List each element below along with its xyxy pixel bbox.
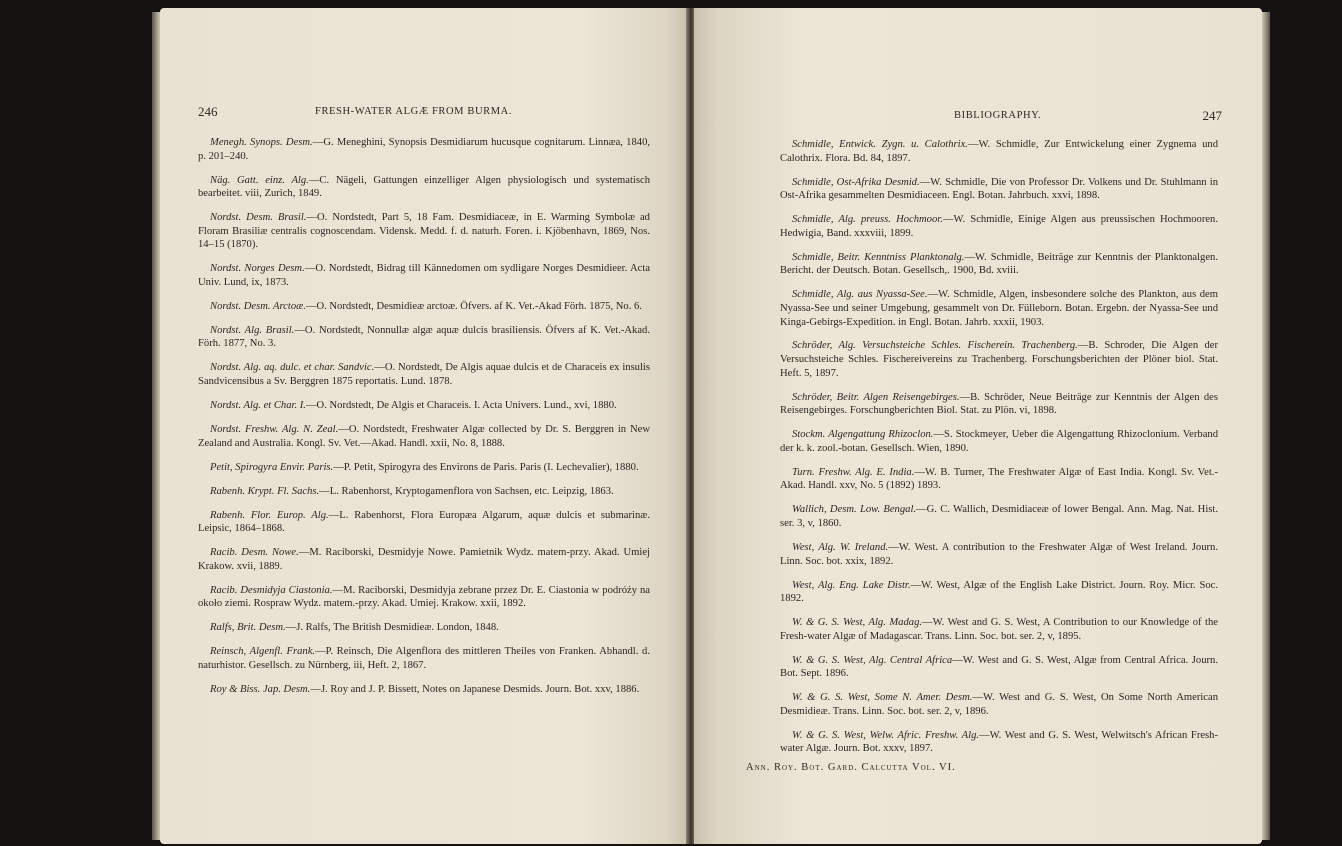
page-number: 246	[198, 104, 218, 119]
entry-abbreviation: Rabenh. Flor. Europ. Alg.	[210, 509, 329, 521]
bibliography-entry	[780, 579, 1218, 606]
bibliography-entry	[198, 509, 650, 536]
entry-abbreviation: W. & G. S. West, Welw. Afric. Freshw. Alg.	[792, 729, 980, 741]
entry-citation: —J. Roy and J. P. Bissett, Notes on Japanese Desmids. Journ. Bot. xxv, 1886.	[310, 683, 640, 695]
bibliography-entry	[780, 213, 1218, 240]
bibliography-entry	[780, 428, 1218, 455]
right-page	[694, 8, 1262, 844]
bibliography-entry	[780, 339, 1218, 380]
bibliography-entry	[198, 461, 650, 475]
entry-abbreviation: Rabenh. Krypt. Fl. Sachs.	[210, 485, 320, 497]
bibliography-entry	[198, 485, 650, 499]
entry-citation: —P. Reinsch, Die Algenflora des mittleren Theiles von Franken. Abhandl. d. naturhistor. Gesellsch. zu Nürnberg, iii, Heft. 2, 1867.	[198, 646, 650, 671]
entry-abbreviation: West, Alg. Eng. Lake Distr.	[792, 579, 911, 591]
entry-citation: —L. Rabenhorst, Flora Europæa Algarum, aquæ dulcis et submarinæ. Leipsic, 1864–1868.	[198, 509, 650, 535]
entry-abbreviation: W. & G. S. West, Alg. Central Africa	[792, 654, 953, 666]
entry-abbreviation: Näg. Gatt. einz. Alg.	[210, 174, 309, 186]
bibliography-entry	[780, 176, 1218, 203]
bibliography-entry	[198, 300, 650, 314]
bibliography-entry	[198, 584, 650, 611]
entry-citation: —C. Nägeli, Gattungen einzelliger Algen physiologisch und systematisch bearbeitet. viii, Zurich, 1849.	[198, 174, 650, 200]
entry-abbreviation: Nordst. Desm. Brasil.	[210, 212, 307, 224]
bibliography-entry	[198, 621, 650, 635]
bibliography-list	[198, 136, 650, 707]
entry-abbreviation: Ralfs, Brit. Desm.	[210, 622, 286, 634]
entry-abbreviation: Racib. Desmidyja Ciastonia.	[210, 584, 333, 596]
entry-citation: —B. Schröder, Neue Beiträge zur Kenntnis der Algen des Reisengebirges. Forschungberichten Biol. Stat. zu Plön. vi, 1898.	[780, 391, 1218, 417]
bibliography-entry	[198, 262, 650, 289]
entry-citation: —O. Nordstedt, Part 5, 18 Fam. Desmidiaceæ, in E. Warming Symbolæ ad Floram Brasiliæ centralis cognoscendam. Vidensk. Medd. f. d. naturh. Foren. i. Kjöbenhavn, 1869, Nos. 14–15 (1870).	[198, 212, 650, 251]
page-footer: Ann. Roy. Bot. Gard. Calcutta Vol. VI.	[746, 762, 956, 773]
entry-abbreviation: W. & G. S. West, Some N. Amer. Desm.	[792, 692, 973, 704]
left-page	[160, 8, 688, 844]
bibliography-entry	[780, 691, 1218, 718]
bibliography-entry	[780, 729, 1218, 756]
entry-abbreviation: Reinsch, Algenfl. Frank.	[210, 646, 316, 658]
entry-citation: —P. Petit, Spirogyra des Environs de Paris. Paris (I. Lechevalier), 1880.	[333, 461, 639, 473]
bibliography-list	[780, 138, 1218, 766]
left-page-edge	[152, 12, 160, 840]
entry-abbreviation: Turn. Freshw. Alg. E. India.	[792, 466, 915, 478]
bibliography-entry	[780, 654, 1218, 681]
entry-citation: —W. Schmidle, Die von Professor Dr. Volkens und Dr. Stuhlmann in Ost-Afrika gesammelten Desmidiaceen. Engl. Botan. Jahrbuch. xxvi, 1898.	[780, 176, 1219, 202]
entry-abbreviation: Nordst. Desm. Arctoæ.	[210, 300, 306, 312]
bibliography-entry	[780, 288, 1218, 329]
entry-abbreviation: West, Alg. W. Ireland.	[792, 541, 889, 553]
entry-abbreviation: Nordst. Alg. aq. dulc. et char. Sandvic.	[210, 362, 375, 374]
entry-citation: —W. West and G. S. West, On Some North American Desmidieæ. Trans. Linn. Soc. bot. ser. 2, v, 1896.	[780, 692, 1218, 717]
entry-abbreviation: Schröder, Alg. Versuchsteiche Schles. Fischerein. Trachenberg.	[792, 340, 1078, 352]
bibliography-entry	[198, 211, 650, 252]
entry-abbreviation: Racib. Desm. Nowe.	[210, 547, 299, 559]
entry-citation: —L. Rabenhorst, Kryptogamenflora von Sachsen, etc. Leipzig, 1863.	[319, 485, 614, 497]
page-number: 247	[1202, 108, 1222, 123]
entry-abbreviation: Stockm. Algengattung Rhizoclon.	[792, 429, 934, 441]
entry-abbreviation: Schmidle, Beitr. Kenntniss Planktonalg.	[792, 251, 965, 263]
entry-citation: —O. Nordstedt, Desmidieæ arctoæ. Öfvers. af K. Vet.-Akad Förh. 1875, No. 6.	[305, 300, 642, 312]
entry-abbreviation: Schmidle, Alg. preuss. Hochmoor.	[792, 214, 943, 226]
bibliography-entry	[780, 466, 1218, 493]
bibliography-entry	[198, 399, 650, 413]
bibliography-entry	[198, 423, 650, 450]
entry-abbreviation: Petit, Spirogyra Envir. Paris.	[210, 461, 334, 473]
entry-citation: —W. Schmidle, Beiträge zur Kenntnis der Planktonalgen. Bericht. der Deutsch. Botan. Gesellsch,. 1900, Bd. xviii.	[780, 251, 1218, 277]
entry-abbreviation: Nordst. Alg. Brasil.	[210, 324, 295, 336]
entry-abbreviation: Nordst. Norges Desm.	[210, 263, 305, 275]
bibliography-entry	[198, 683, 650, 697]
entry-abbreviation: Nordst. Alg. et Char. I.	[210, 400, 306, 412]
entry-citation: —W. West and G. S. West, Algæ from Central Africa. Journ. Bot. Sept. 1896.	[780, 654, 1218, 680]
bibliography-entry	[780, 251, 1218, 278]
entry-citation: —S. Stockmeyer, Ueber die Algengattung Rhizoclonium. Verband der k. k. zool.-botan. Gesellsch. Wien, 1890.	[780, 429, 1218, 454]
running-head: FRESH-WATER ALGÆ FROM BURMA.	[315, 106, 513, 117]
entry-abbreviation: Menegh. Synops. Desm.	[210, 137, 313, 148]
right-page-edge	[1262, 12, 1270, 840]
entry-citation: —G. C. Wallich, Desmidiaceæ of lower Bengal. Ann. Mag. Nat. Hist. ser. 3, v, 1860.	[780, 504, 1218, 529]
entry-citation: —W. Schmidle, Zur Entwickelung einer Zygnema und Calothrix. Flora. Bd. 84, 1897.	[780, 139, 1218, 164]
running-head: BIBLIOGRAPHY.	[954, 110, 1042, 121]
entry-abbreviation: Roy & Biss. Jap. Desm.	[210, 683, 311, 695]
entry-citation: —M. Raciborski, Desmidyja zebrane przez Dr. E. Ciastonia w podróży na około ziemi. Rospraw Wydz. matem.-przy. Akad. Umiej. Krakow. xxii, 1892.	[198, 584, 650, 610]
entry-abbreviation: Wallich, Desm. Low. Bengal.	[792, 504, 917, 516]
entry-citation: —W. Schmidle, Algen, insbesondere solche des Plankton, aus dem Nyassa-See und seiner Umgebung, gesammelt von Dr. Fülleborn. Botan. Ergebn. der Nyassa-See und Kinga-Gebirgs-Expedition. in Engl. Botan. Jahrb. xxxii, 1903.	[780, 289, 1218, 328]
bibliography-entry	[198, 645, 650, 672]
entry-citation: —O. Nordstedt, Freshwater Algæ collected by Dr. S. Berggren in New Zealand and Australia. Kongl. Sv. Vet.—Akad. Handl. xxii, No. 8, 1888.	[198, 424, 651, 449]
entry-citation: —J. Ralfs, The British Desmidieæ. London, 1848.	[285, 622, 499, 634]
bibliography-entry	[198, 361, 650, 388]
entry-citation: —B. Schroder, Die Algen der Versuchsteiche Schles. Fischereivereins zu Trachenberg. Forschungsberichten der Plöner biol. Stat. Heft. 5, 1897.	[780, 340, 1218, 379]
entry-abbreviation: Schröder, Beitr. Algen Reisengebirges.	[792, 391, 960, 403]
entry-citation: —W. West. A contribution to the Freshwater Algæ of West Ireland. Journ. Linn. Soc. bot. xxix, 1892.	[780, 541, 1218, 567]
bibliography-entry	[198, 546, 650, 573]
entry-citation: —M. Raciborski, Desmidyje Nowe. Pamietnik Wydz. matem-przy. Akad. Umiej Krakow. xvii, 1889.	[198, 547, 650, 572]
bibliography-entry	[198, 324, 650, 351]
entry-abbreviation: Schmidle, Ost-Afrika Desmid.	[792, 176, 920, 188]
bibliography-entry	[198, 136, 650, 163]
entry-citation: —O. Nordstedt, De Algis et Characeis. I. Acta Univers. Lund., xvi, 1880.	[305, 400, 617, 412]
entry-citation: —W. Schmidle, Einige Algen aus preussischen Hochmooren. Hedwigia, Band. xxxviii, 1899.	[780, 214, 1218, 239]
entry-citation: —O. Nordstedt, Bidrag till Kännedomen om sydligare Norges Desmidieer. Acta Univ. Lund, ix, 1873.	[198, 263, 651, 288]
entry-abbreviation: Schmidle, Alg. aus Nyassa-See.	[792, 289, 928, 301]
bibliography-entry	[780, 616, 1218, 643]
entry-citation: —O. Nordstedt, Nonnullæ algæ aquæ dulcis brasiliensis. Öfvers af K. Vet.-Akad. Förh. 1877, No. 3.	[198, 324, 650, 350]
entry-citation: —O. Nordstedt, De Algis aquae dulcis et de Characeis ex insulis Sandvicensibus a Sv. Berggren 1875 reportatis. Lund. 1878.	[198, 362, 650, 388]
entry-citation: —G. Meneghini, Synopsis Desmidiarum hucusque cognitarum. Linnæa, 1840, p. 201–240.	[198, 137, 651, 162]
bibliography-entry	[780, 503, 1218, 530]
entry-citation: —W. West and G. S. West, A Contribution to our Knowledge of the Fresh-water Algæ of Madagascar. Trans. Linn. Soc. bot. ser. 2, v, 1895.	[780, 617, 1218, 642]
entry-citation: —W. B. Turner, The Freshwater Algæ of East India. Kongl. Sv. Vet.-Akad. Handl. xxv, No. 5 (1892) 1893.	[780, 466, 1218, 492]
bibliography-entry	[198, 174, 650, 201]
entry-abbreviation: W. & G. S. West, Alg. Madag.	[792, 617, 923, 629]
entry-citation: —W. West, Algæ of the English Lake District. Journ. Roy. Micr. Soc. 1892.	[780, 579, 1218, 605]
entry-citation: —W. West and G. S. West, Welwitsch's African Fresh-water Algæ. Journ. Bot. xxxv, 1897.	[780, 729, 1218, 755]
bibliography-entry	[780, 541, 1218, 568]
entry-abbreviation: Schmidle, Entwick. Zygn. u. Calothrix.	[792, 139, 968, 150]
entry-abbreviation: Nordst. Freshw. Alg. N. Zeal.	[210, 424, 339, 436]
bibliography-entry	[780, 138, 1218, 165]
bibliography-entry	[780, 391, 1218, 418]
